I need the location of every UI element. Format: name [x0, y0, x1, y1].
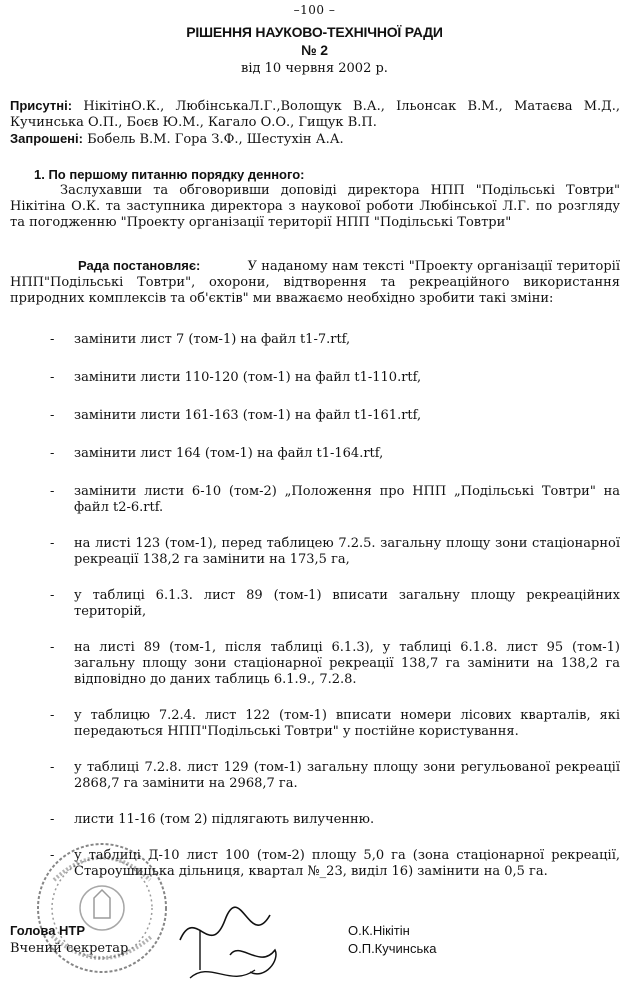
document-date: від 10 червня 2002 р.	[241, 61, 388, 76]
section-paragraph: Заслухавши та обговоривши доповіді директора НПП "Подільські Товтри" Нікітіна О.К. та заступника директора з наукової роботи Любінської Л.Г. по розгляду та погодженню "Проекту організації території НПП "Подільські Товтри"	[10, 183, 620, 230]
list-dash: -	[50, 708, 55, 723]
secretary-name: О.П.Кучинська	[348, 941, 437, 956]
present-text: НікітінО.К., ЛюбінськаЛ.Г.,Волощук В.А., Ільонсак В.М., Матаєва М.Д., Кучинська О.П., Боєв Ю.М., Кагало О.О., Гищук В.П.	[10, 99, 621, 130]
list-item: - на листі 89 (том-1, після таблиці 6.1.3), у таблиці 6.1.8. лист 95 (том-1) загальну площу зони стаціонарної рекреації 138,7 га замінити на 138,2 га відповідно до даних таблиць 6.1.9., 7.2.8.	[50, 640, 620, 687]
chair-label: Голова НТР	[10, 923, 86, 938]
attendance-present	[10, 98, 620, 131]
list-dash: -	[50, 760, 55, 775]
list-dash: -	[50, 812, 55, 827]
list-dash: -	[50, 848, 55, 863]
secretary-label: Вчений секретар	[10, 941, 129, 956]
list-item: - замінити листи 6-10 (том-2) „Положення про НПП „Подільські Товтри" на файл t2-6.rtf.	[50, 484, 620, 515]
list-item: - замінити лист 7 (том-1) на файл t1-7.rtf,	[50, 332, 351, 347]
chair-name: О.К.Нікітін	[348, 923, 410, 938]
list-item: - замінити лист 164 (том-1) на файл t1-164.rtf,	[50, 446, 384, 461]
list-item: - у таблиці Д-10 лист 100 (том-2) площу 5,0 га (зона стаціонарної рекреації, Староушицька дільниця, квартал №_23, виділ 16) замінити на 0,5 га.	[50, 848, 620, 879]
signature-labels	[10, 922, 128, 958]
decision-label: Рада постановляє:	[78, 258, 201, 273]
list-dash: -	[50, 408, 55, 423]
list-item: - замінити листи 161-163 (том-1) на файл t1-161.rtf,	[50, 408, 422, 423]
list-item: - у таблицю 7.2.4. лист 122 (том-1) вписати номери лісових кварталів, які передаються НПП"Подільські Товтри" у постійне користування.	[50, 708, 620, 739]
invited-label: Запрошені:	[10, 131, 83, 146]
list-item: - листи 11-16 (том 2) підлягають вилученню.	[50, 812, 375, 827]
page-number: –100 –	[293, 3, 336, 17]
invited-text: Бобель В.М. Гора З.Ф., Шестухін А.А.	[87, 132, 344, 147]
list-item: - на листі 123 (том-1), перед таблицею 7.2.5. загальну площу зони стаціонарної рекреації 138,2 га замінити на 173,5 га,	[50, 536, 620, 567]
handwritten-signature	[170, 900, 290, 990]
signature-names	[348, 922, 436, 958]
list-dash: -	[50, 370, 55, 385]
list-item: - замінити листи 110-120 (том-1) на файл t1-110.rtf,	[50, 370, 422, 385]
section-heading: 1. По першому питанню порядку денного:	[34, 167, 305, 182]
list-dash: -	[50, 446, 55, 461]
document-title: РІШЕННЯ НАУКОВО-ТЕХНІЧНОЇ РАДИ	[186, 24, 443, 40]
present-label: Присутні:	[10, 98, 73, 113]
list-item: - у таблиці 6.1.3. лист 89 (том-1) вписати загальну площу рекреаційних територій,	[50, 588, 620, 619]
list-dash: -	[50, 536, 55, 551]
attendance-invited	[10, 131, 620, 148]
list-dash: -	[50, 588, 55, 603]
changes-list	[50, 332, 620, 880]
list-item: - у таблиці 7.2.8. лист 129 (том-1) загальну площу зони регульованої рекреації 2868,7 га замінити на 2968,7 га.	[50, 760, 620, 791]
document-number: № 2	[301, 42, 328, 58]
decision-text: У наданому нам тексті "Проекту організації території НПП"Подільські Товтри", охорони, відтворення та рекреаційного використання природних комплексів та об'єктів" ми вважаємо необхідно зробити такі зміни:	[10, 259, 620, 306]
list-dash: -	[50, 484, 55, 499]
list-dash: -	[50, 332, 55, 347]
decision-paragraph	[10, 258, 620, 307]
list-dash: -	[50, 640, 55, 655]
